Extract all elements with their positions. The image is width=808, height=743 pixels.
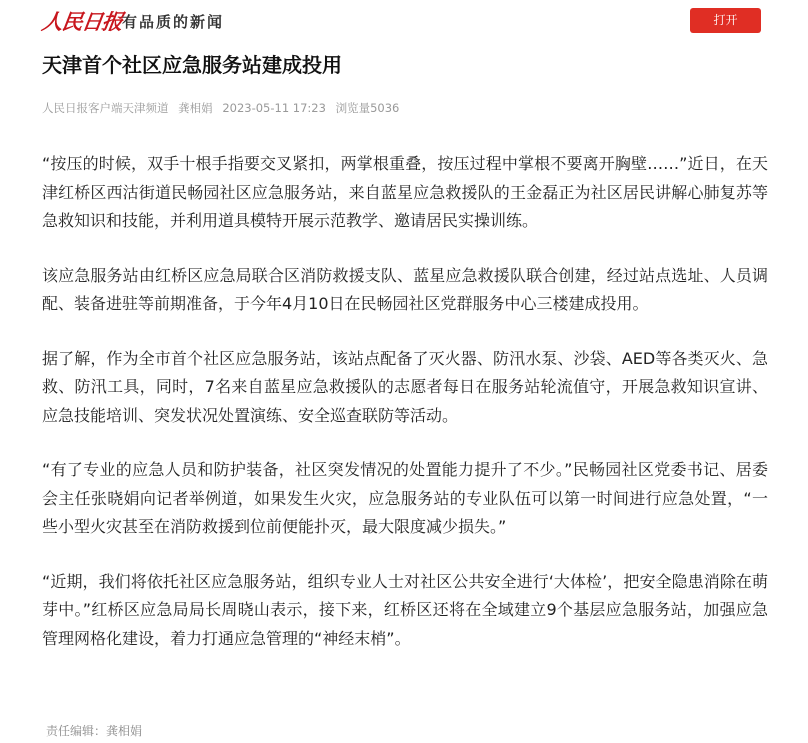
article-title: 天津首个社区应急服务站建成投用	[42, 53, 342, 77]
article-paragraph: 据了解，作为全市首个社区应急服务站，该站点配备了灭火器、防汛水泵、沙袋、AED等各类灭火、急救、防汛工具，同时，7名来自蓝星应急救援队的志愿者每日在服务站轮流值守，开展急救知识宣讲、应急技能培训、突发状况处置演练、安全巡查联防等活动。	[42, 348, 768, 425]
slogan: 有品质的新闻	[122, 13, 225, 31]
top-bar	[0, 0, 808, 44]
article-body	[42, 150, 768, 679]
article-paragraph: “近期，我们将依托社区应急服务站，组织专业人士对社区公共安全进行‘大体检’，把安全隐患消除在萌芽中。”红桥区应急局局长周晓山表示，接下来，红桥区还将在全域建立9个基层应急服务站，加强应急管理网格化建设，着力打通应急管理的“神经末梢”。	[42, 571, 768, 648]
article-paragraph: “有了专业的应急人员和防护装备，社区突发情况的处置能力提升了不少。”民畅园社区党委书记、居委会主任张晓娟向记者举例道，如果发生火灾，应急服务站的专业队伍可以第一时间进行应急处置，“一些小型火灾甚至在消防救援到位前便能扑灭，最大限度减少损失。”	[42, 460, 768, 536]
article-source[interactable]: 人民日报客户端天津频道	[42, 101, 169, 115]
responsible-editor: 责任编辑：龚相娟	[46, 724, 143, 738]
article-author: 龚相娟	[178, 101, 213, 115]
open-app-button[interactable]: 打开	[690, 8, 761, 33]
article-meta	[42, 100, 405, 116]
article-paragraph: 该应急服务站由红桥区应急局联合区消防救援支队、蓝星应急救援队联合创建，经过站点选址、人员调配、装备进驻等前期准备，于今年4月10日在民畅园社区党群服务中心三楼建成投用。	[42, 265, 768, 313]
people-daily-logo[interactable]: 人民日报	[40, 9, 124, 34]
article-views: 浏览量5036	[335, 101, 400, 115]
article-datetime: 2023-05-11 17:23	[222, 101, 326, 115]
article-paragraph: “按压的时候，双手十根手指要交叉紧扣，两掌根重叠，按压过程中掌根不要离开胸壁……”近日，在天津红桥区西沽街道民畅园社区应急服务站，来自蓝星应急救援队的王金磊正为社区居民讲解心肺复苏等急救知识和技能，并利用道具模特开展示范教学、邀请居民实操训练。	[42, 154, 768, 230]
